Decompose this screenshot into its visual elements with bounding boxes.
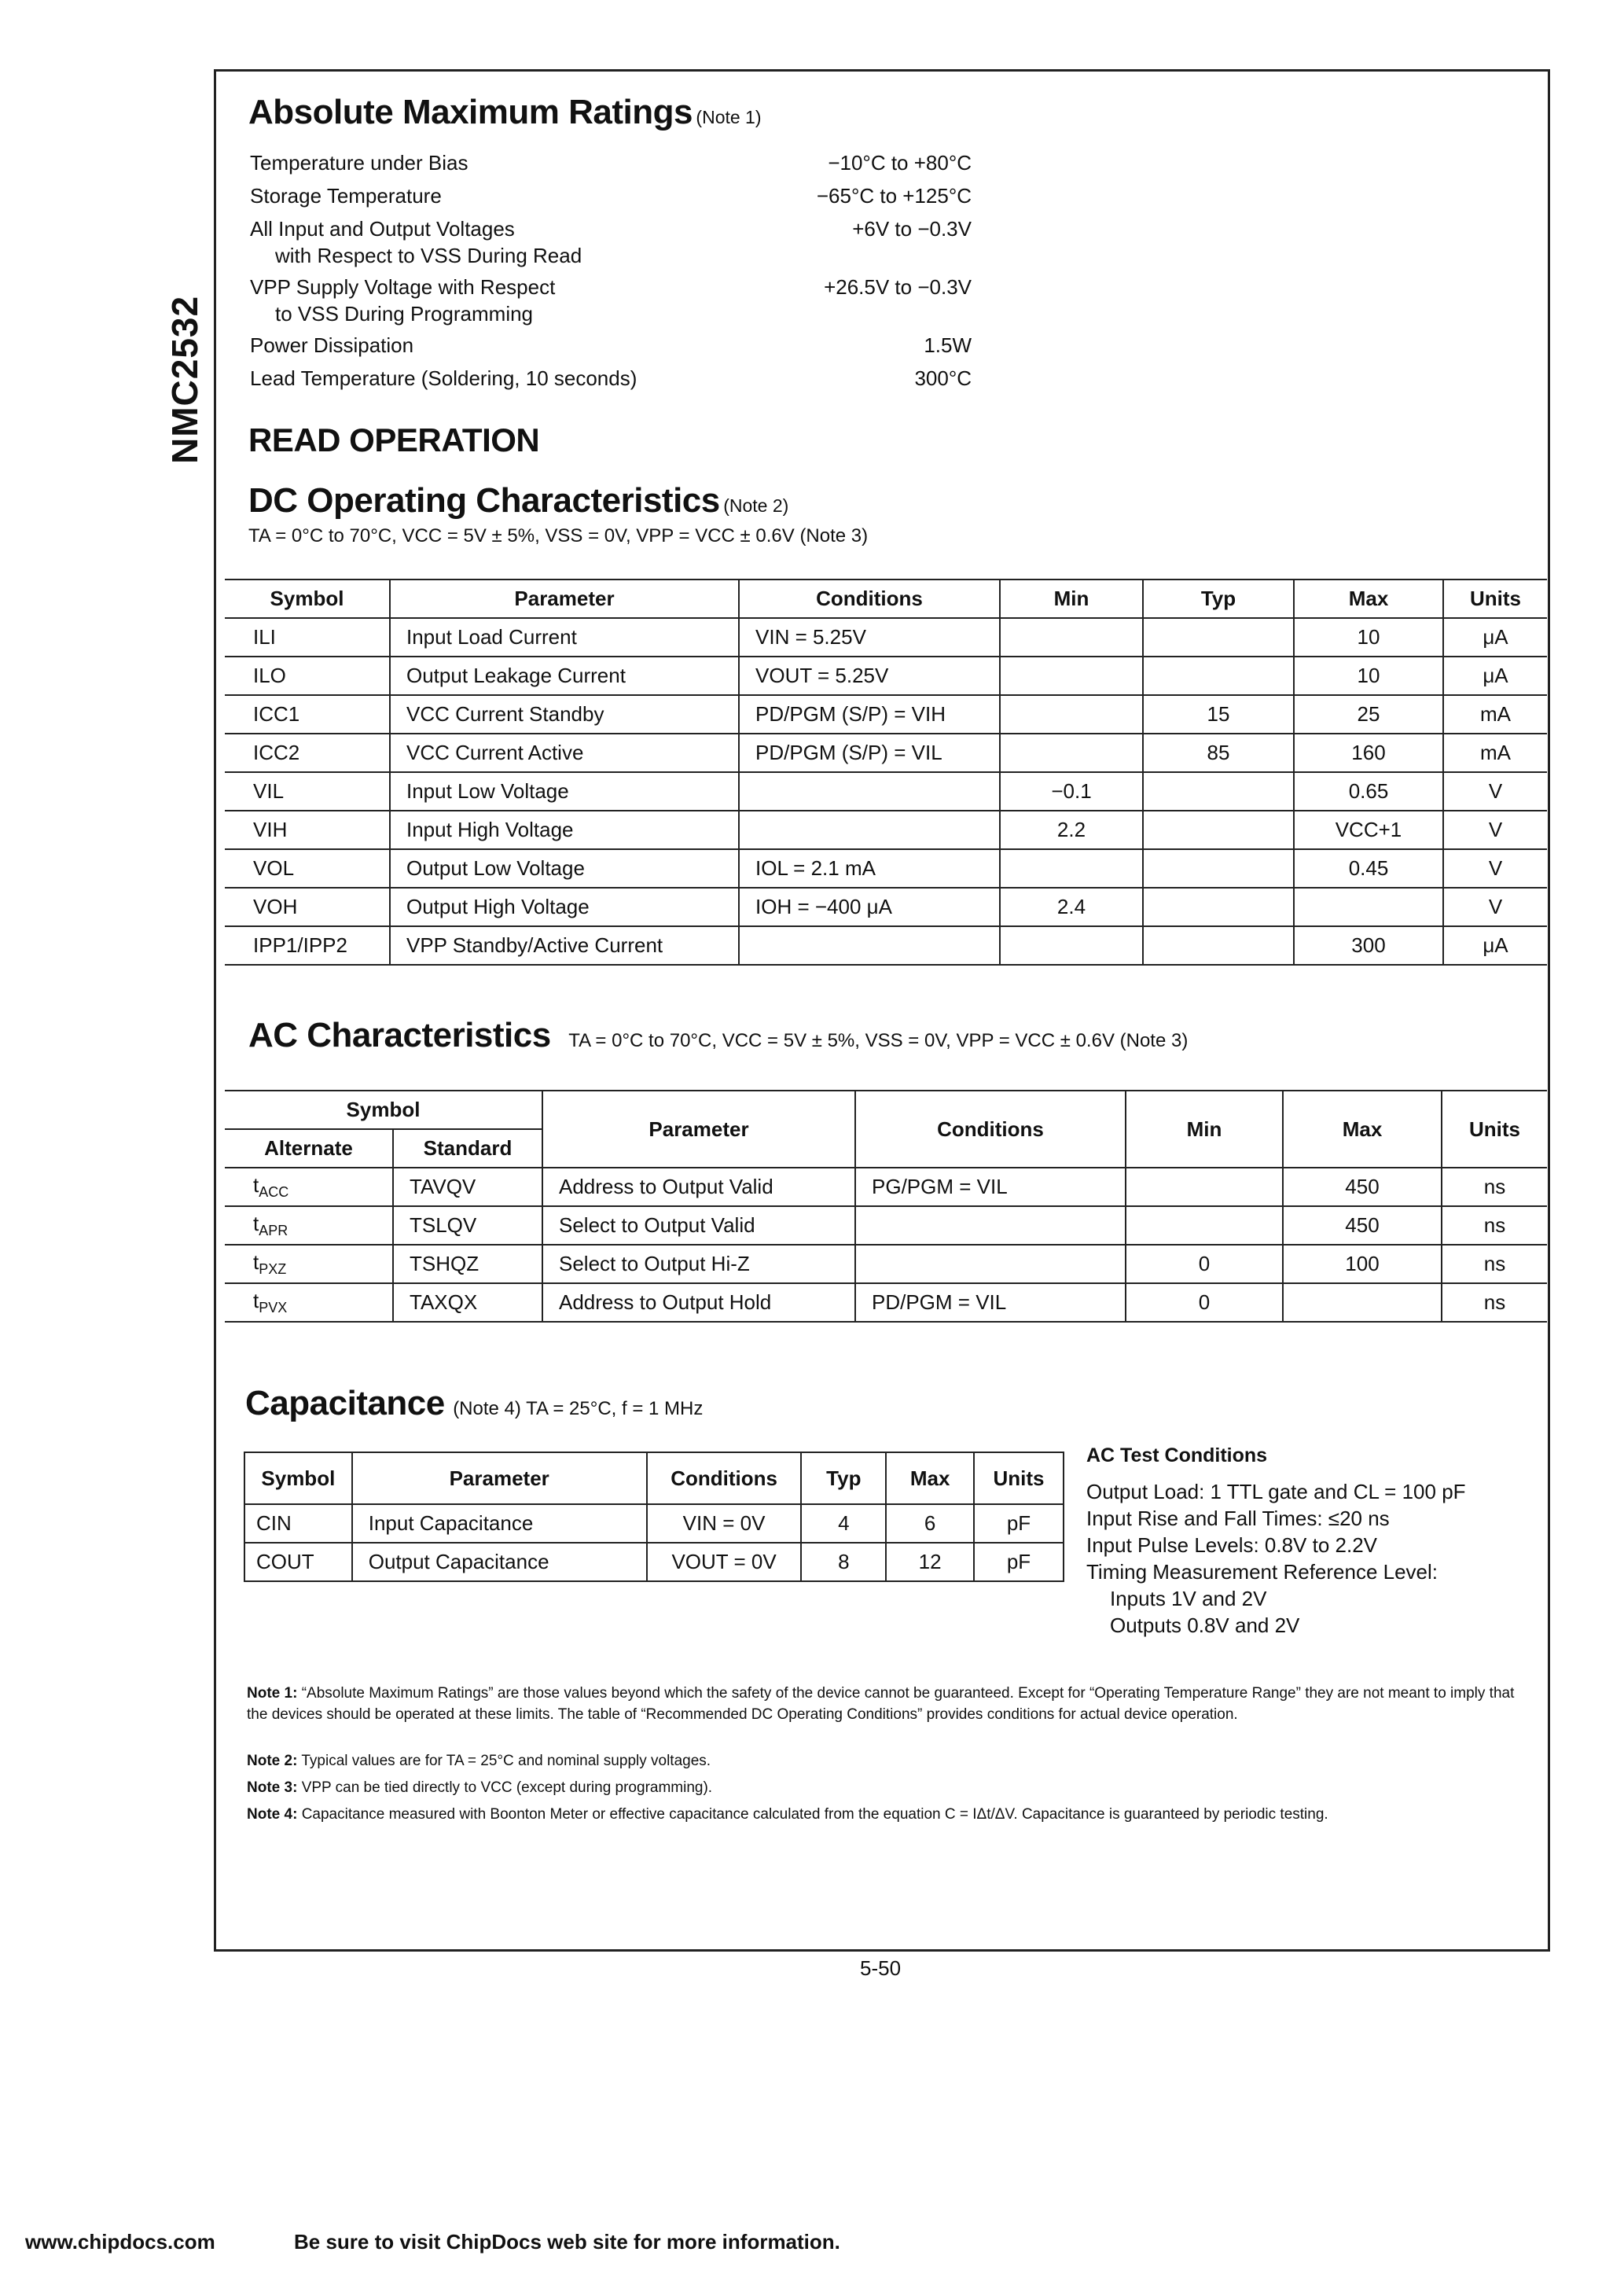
dc-table-row <box>225 888 1547 926</box>
dc-header-cell: Typ <box>1143 580 1294 618</box>
ac-cell-cond: PD/PGM = VIL <box>855 1283 1126 1322</box>
ac-alt-subscript: PVX <box>259 1300 288 1316</box>
cap-header-cell: Conditions <box>647 1452 802 1504</box>
dc-cell <box>1143 657 1294 695</box>
ac-standard-header: Standard <box>393 1129 542 1168</box>
ac-header-row-1 <box>225 1091 1547 1129</box>
ac-units-header: Units <box>1442 1091 1547 1168</box>
abs-max-value: +6V to −0.3V <box>852 217 972 241</box>
ac-cell-max: 450 <box>1283 1206 1442 1245</box>
dc-cell: Output Low Voltage <box>390 849 739 888</box>
dc-cell <box>1143 926 1294 965</box>
ac-table-row <box>225 1206 1547 1245</box>
dc-table-row <box>225 695 1547 734</box>
ac-table-row <box>225 1245 1547 1283</box>
dc-header-cell: Symbol <box>225 580 390 618</box>
abs-max-label: Temperature under Bias <box>250 151 468 175</box>
ac-table <box>225 1090 1547 1323</box>
cap-table <box>244 1452 1064 1582</box>
dc-cell: μA <box>1443 926 1547 965</box>
ac-alternate-cell <box>225 1168 393 1206</box>
dc-cell: 160 <box>1294 734 1443 772</box>
ac-parameter-header: Parameter <box>542 1091 855 1168</box>
ac-alt-symbol: t <box>253 1172 259 1197</box>
ac-cell-std: TAXQX <box>393 1283 542 1322</box>
dc-cell: VCC+1 <box>1294 811 1443 849</box>
cap-cell: 6 <box>886 1504 974 1543</box>
dc-cell <box>1000 849 1143 888</box>
dc-cell: 0.45 <box>1294 849 1443 888</box>
ac-cell-min <box>1126 1168 1283 1206</box>
dc-table-row <box>225 618 1547 657</box>
dc-cell: 10 <box>1294 618 1443 657</box>
cap-header-cell: Symbol <box>244 1452 352 1504</box>
abs-max-label-cont: to VSS During Programming <box>275 302 534 326</box>
dc-header-cell: Min <box>1000 580 1143 618</box>
dc-cell: 2.4 <box>1000 888 1143 926</box>
read-operation-heading: READ OPERATION <box>248 421 540 458</box>
ac-cell-param: Select to Output Valid <box>542 1206 855 1245</box>
dc-cell: ILO <box>225 657 390 695</box>
cap-table-row <box>244 1504 1064 1543</box>
dc-cell: ICC2 <box>225 734 390 772</box>
dc-cell <box>739 926 1000 965</box>
abs-max-label-cont: with Respect to VSS During Read <box>275 244 582 267</box>
dc-cell: IOL = 2.1 mA <box>739 849 1000 888</box>
abs-max-label: Power Dissipation <box>250 333 414 357</box>
part-number-side-label: NMC2532 <box>164 295 205 464</box>
cap-cell: 12 <box>886 1543 974 1581</box>
footer-site-link[interactable]: www.chipdocs.com <box>25 2230 215 2254</box>
dc-cell <box>1294 888 1443 926</box>
footer-message: Be sure to visit ChipDocs web site for more information. <box>294 2230 840 2254</box>
dc-header-cell: Max <box>1294 580 1443 618</box>
dc-cell: μA <box>1443 657 1547 695</box>
ac-alternate-cell <box>225 1245 393 1283</box>
ac-cell-max: 100 <box>1283 1245 1442 1283</box>
dc-cell: IOH = −400 μA <box>739 888 1000 926</box>
dc-cell <box>1143 849 1294 888</box>
dc-cell: PD/PGM (S/P) = VIL <box>739 734 1000 772</box>
dc-cell: Input Load Current <box>390 618 739 657</box>
ac-alternate-header: Alternate <box>225 1129 393 1168</box>
dc-cell: V <box>1443 772 1547 811</box>
ac-test-line: Outputs 0.8V and 2V <box>1110 1613 1300 1637</box>
ac-conditions-header: Conditions <box>855 1091 1126 1168</box>
ac-max-header: Max <box>1283 1091 1442 1168</box>
ac-test-line: Inputs 1V and 2V <box>1110 1587 1267 1610</box>
abs-max-heading: Absolute Maximum Ratings (Note 1) <box>248 93 762 131</box>
dc-cell: V <box>1443 888 1547 926</box>
dc-cell: mA <box>1443 695 1547 734</box>
dc-cell: VCC Current Standby <box>390 695 739 734</box>
ac-cell-units: ns <box>1442 1245 1547 1283</box>
dc-cell: Output High Voltage <box>390 888 739 926</box>
page-frame <box>214 69 1550 1952</box>
cap-header-cell: Units <box>974 1452 1064 1504</box>
dc-cell: VPP Standby/Active Current <box>390 926 739 965</box>
note-3: Note 3: VPP can be tied directly to VCC (except during programming). <box>247 1779 713 1796</box>
cap-cell: CIN <box>244 1504 352 1543</box>
ac-alternate-cell <box>225 1206 393 1245</box>
dc-cell: IPP1/IPP2 <box>225 926 390 965</box>
ac-cell-min: 0 <box>1126 1283 1283 1322</box>
dc-cell <box>1143 772 1294 811</box>
abs-max-value: 1.5W <box>924 333 972 357</box>
abs-max-value: −10°C to +80°C <box>828 151 972 175</box>
dc-cell: 85 <box>1143 734 1294 772</box>
ac-heading: AC Characteristics TA = 0°C to 70°C, VCC = 5V ± 5%, VSS = 0V, VPP = VCC ± 0.6V (Note 3) <box>248 1016 1189 1054</box>
cap-header-cell: Parameter <box>352 1452 647 1504</box>
ac-cell-std: TAVQV <box>393 1168 542 1206</box>
dc-cell: VIN = 5.25V <box>739 618 1000 657</box>
dc-cell <box>1000 734 1143 772</box>
ac-alt-symbol: t <box>253 1249 259 1274</box>
cap-header-cell: Typ <box>801 1452 886 1504</box>
cap-cell: 4 <box>801 1504 886 1543</box>
note-1: Note 1: “Absolute Maximum Ratings” are those values beyond which the safety of the device cannot be guaranteed. Except for “Operating Temperature Range” they are not meant to imply that the devices should be operated at these limits. The table of “Recommended DC Operating Conditions” provides conditions for actual device operation. <box>247 1685 1515 1723</box>
dc-cell: VIL <box>225 772 390 811</box>
dc-cell <box>739 811 1000 849</box>
dc-cell: 10 <box>1294 657 1443 695</box>
dc-cell <box>1143 811 1294 849</box>
ac-cell-cond <box>855 1206 1126 1245</box>
dc-cell: 300 <box>1294 926 1443 965</box>
dc-table-row <box>225 926 1547 965</box>
dc-cell: 25 <box>1294 695 1443 734</box>
ac-cell-cond: PG/PGM = VIL <box>855 1168 1126 1206</box>
ac-test-line: Input Pulse Levels: 0.8V to 2.2V <box>1086 1533 1378 1557</box>
dc-cell <box>1143 618 1294 657</box>
abs-max-value: −65°C to +125°C <box>816 184 972 208</box>
dc-cell: ILI <box>225 618 390 657</box>
dc-cell: ICC1 <box>225 695 390 734</box>
ac-alt-symbol: t <box>253 1288 259 1312</box>
abs-max-value: 300°C <box>914 366 972 390</box>
dc-cell: PD/PGM (S/P) = VIH <box>739 695 1000 734</box>
ac-cell-param: Select to Output Hi-Z <box>542 1245 855 1283</box>
ac-cell-std: TSLQV <box>393 1206 542 1245</box>
dc-cell <box>1000 926 1143 965</box>
ac-test-line: Output Load: 1 TTL gate and CL = 100 pF <box>1086 1480 1466 1503</box>
ac-alt-symbol: t <box>253 1211 259 1235</box>
dc-cell: 15 <box>1143 695 1294 734</box>
cap-cell: Input Capacitance <box>352 1504 647 1543</box>
cap-cell: COUT <box>244 1543 352 1581</box>
cap-cell: VIN = 0V <box>647 1504 802 1543</box>
dc-header-cell: Conditions <box>739 580 1000 618</box>
dc-table-row <box>225 734 1547 772</box>
cap-cell: VOUT = 0V <box>647 1543 802 1581</box>
cap-cell: 8 <box>801 1543 886 1581</box>
dc-cell <box>1000 695 1143 734</box>
abs-max-value: +26.5V to −0.3V <box>824 275 972 299</box>
ac-alternate-cell <box>225 1283 393 1322</box>
dc-cell: V <box>1443 849 1547 888</box>
ac-cell-max <box>1283 1283 1442 1322</box>
ac-cell-units: ns <box>1442 1168 1547 1206</box>
dc-cell: VIH <box>225 811 390 849</box>
cap-header-cell: Max <box>886 1452 974 1504</box>
ac-alt-subscript: ACC <box>259 1184 289 1201</box>
note-4: Note 4: Capacitance measured with Boonton Meter or effective capacitance calculated from the equation C = IΔt/ΔV. Capacitance is guaranteed by periodic testing. <box>247 1806 1328 1823</box>
dc-cell: Output Leakage Current <box>390 657 739 695</box>
dc-cell <box>1000 657 1143 695</box>
abs-max-label: Storage Temperature <box>250 184 442 208</box>
dc-table-row <box>225 849 1547 888</box>
dc-cell <box>1000 618 1143 657</box>
cap-cell: pF <box>974 1543 1064 1581</box>
ac-test-line: Timing Measurement Reference Level: <box>1086 1560 1438 1584</box>
ac-cell-min <box>1126 1206 1283 1245</box>
abs-max-label: Lead Temperature (Soldering, 10 seconds) <box>250 366 637 390</box>
dc-table-row <box>225 811 1547 849</box>
ac-table-row <box>225 1168 1547 1206</box>
ac-table-row <box>225 1283 1547 1322</box>
dc-cell: Input High Voltage <box>390 811 739 849</box>
dc-table-row <box>225 772 1547 811</box>
dc-cell: VCC Current Active <box>390 734 739 772</box>
dc-heading: DC Operating Characteristics (Note 2) <box>248 481 789 520</box>
ac-test-conditions <box>1086 1442 1466 1639</box>
dc-cell: VOL <box>225 849 390 888</box>
dc-cell <box>739 772 1000 811</box>
dc-table-row <box>225 657 1547 695</box>
dc-cell <box>1143 888 1294 926</box>
abs-max-label: All Input and Output Voltages <box>250 217 515 241</box>
abs-max-label: VPP Supply Voltage with Respect <box>250 275 556 299</box>
ac-test-line: Input Rise and Fall Times: ≤20 ns <box>1086 1507 1390 1530</box>
ac-cell-std: TSHQZ <box>393 1245 542 1283</box>
dc-cell: μA <box>1443 618 1547 657</box>
note-2: Note 2: Typical values are for TA = 25°C and nominal supply voltages. <box>247 1753 711 1769</box>
dc-header-cell: Units <box>1443 580 1547 618</box>
cap-table-row <box>244 1543 1064 1581</box>
dc-cell: V <box>1443 811 1547 849</box>
ac-symbol-header: Symbol <box>225 1091 542 1129</box>
dc-cell: 0.65 <box>1294 772 1443 811</box>
ac-cell-units: ns <box>1442 1283 1547 1322</box>
page-number: 5-50 <box>860 1956 902 1980</box>
dc-cell: 2.2 <box>1000 811 1143 849</box>
ac-min-header: Min <box>1126 1091 1283 1168</box>
cap-cell: Output Capacitance <box>352 1543 647 1581</box>
ac-cell-param: Address to Output Valid <box>542 1168 855 1206</box>
dc-header-row <box>225 580 1547 618</box>
ac-cell-cond <box>855 1245 1126 1283</box>
ac-test-title: AC Test Conditions <box>1086 1444 1268 1466</box>
cap-header-row <box>244 1452 1064 1504</box>
dc-cell: mA <box>1443 734 1547 772</box>
ac-cell-param: Address to Output Hold <box>542 1283 855 1322</box>
dc-header-cell: Parameter <box>390 580 739 618</box>
ac-cell-min: 0 <box>1126 1245 1283 1283</box>
ac-cell-max: 450 <box>1283 1168 1442 1206</box>
ac-alt-subscript: APR <box>259 1223 288 1239</box>
cap-heading: Capacitance (Note 4) TA = 25°C, f = 1 MHz <box>245 1384 704 1422</box>
ac-alt-subscript: PXZ <box>259 1261 287 1278</box>
ac-cell-units: ns <box>1442 1206 1547 1245</box>
dc-cell: −0.1 <box>1000 772 1143 811</box>
dc-cell: VOH <box>225 888 390 926</box>
dc-cell: Input Low Voltage <box>390 772 739 811</box>
dc-conditions: TA = 0°C to 70°C, VCC = 5V ± 5%, VSS = 0V, VPP = VCC ± 0.6V (Note 3) <box>248 525 869 546</box>
dc-table <box>225 579 1547 966</box>
dc-cell: VOUT = 5.25V <box>739 657 1000 695</box>
cap-cell: pF <box>974 1504 1064 1543</box>
